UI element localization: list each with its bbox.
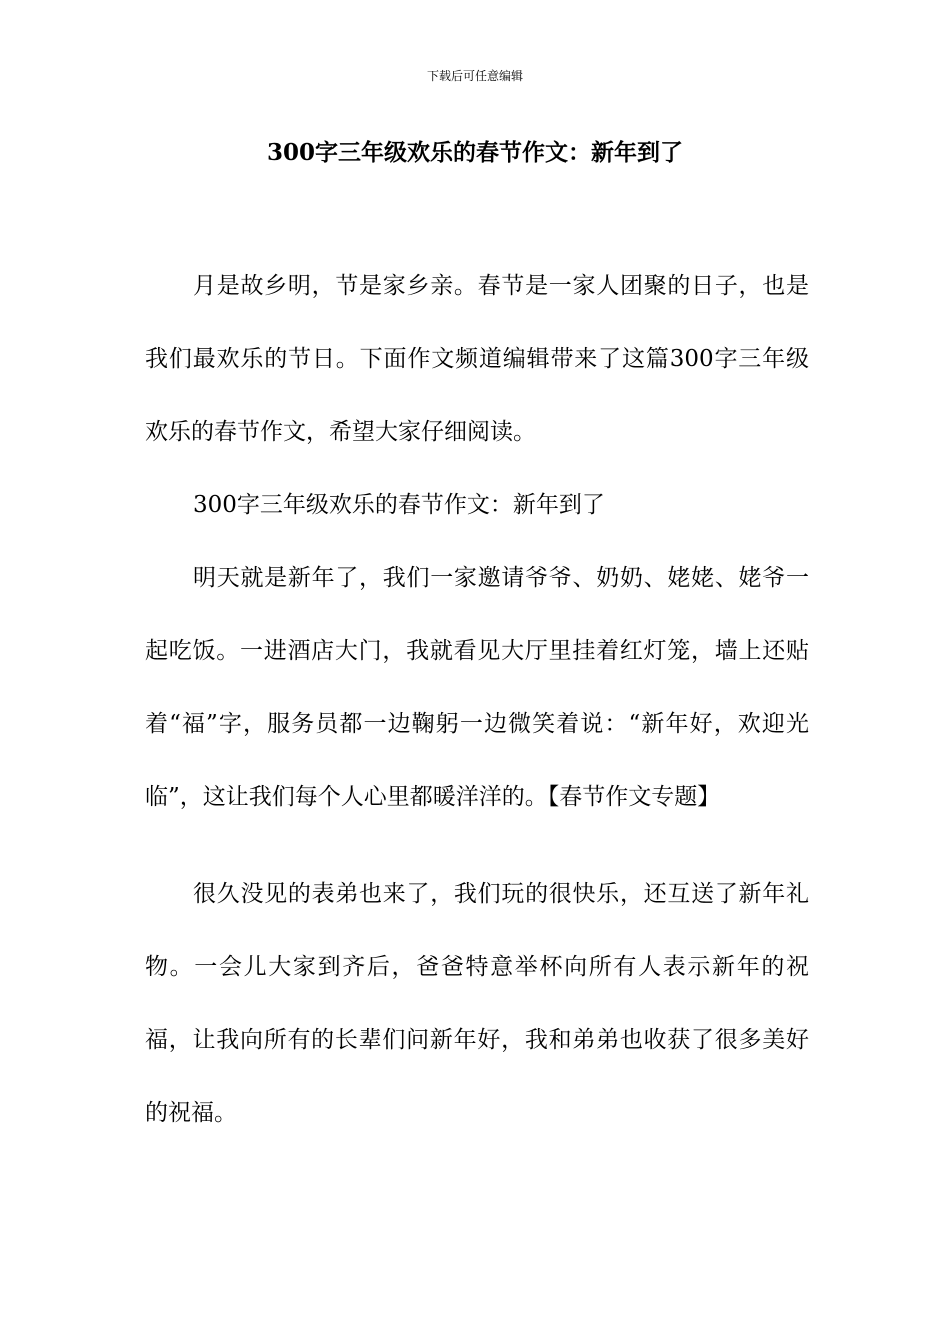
paragraph-intro: 月是故乡明，节是家乡亲。春节是一家人团聚的日子，也是我们最欢乐的节日。下面作文频道编辑带来了这篇300字三年级欢乐的春节作文，希望大家仔细阅读。 xyxy=(145,273,809,445)
header-note: 下载后可任意编辑 xyxy=(426,69,523,83)
document-body xyxy=(145,250,809,1150)
document-title: 300字三年级欢乐的春节作文：新年到了 xyxy=(266,139,683,166)
paragraph-subtitle: 300字三年级欢乐的春节作文：新年到了 xyxy=(193,492,605,518)
paragraph-story-2: 很久没见的表弟也来了，我们玩的很快乐，还互送了新年礼物。一会儿大家到齐后，爸爸特意举杯向所有人表示新年的祝福，让我向所有的长辈们问新年好，我和弟弟也收获了很多美好的祝福。 xyxy=(145,881,809,1126)
paragraph-story-1: 明天就是新年了，我们一家邀请爷爷、奶奶、姥姥、姥爷一起吃饭。一进酒店大门，我就看见大厅里挂着红灯笼，墙上还贴着“福”字，服务员都一边鞠躬一边微笑着说：“新年好，欢迎光临”，这让我们每个人心里都暖洋洋的。【春节作文专题】 xyxy=(145,565,809,810)
